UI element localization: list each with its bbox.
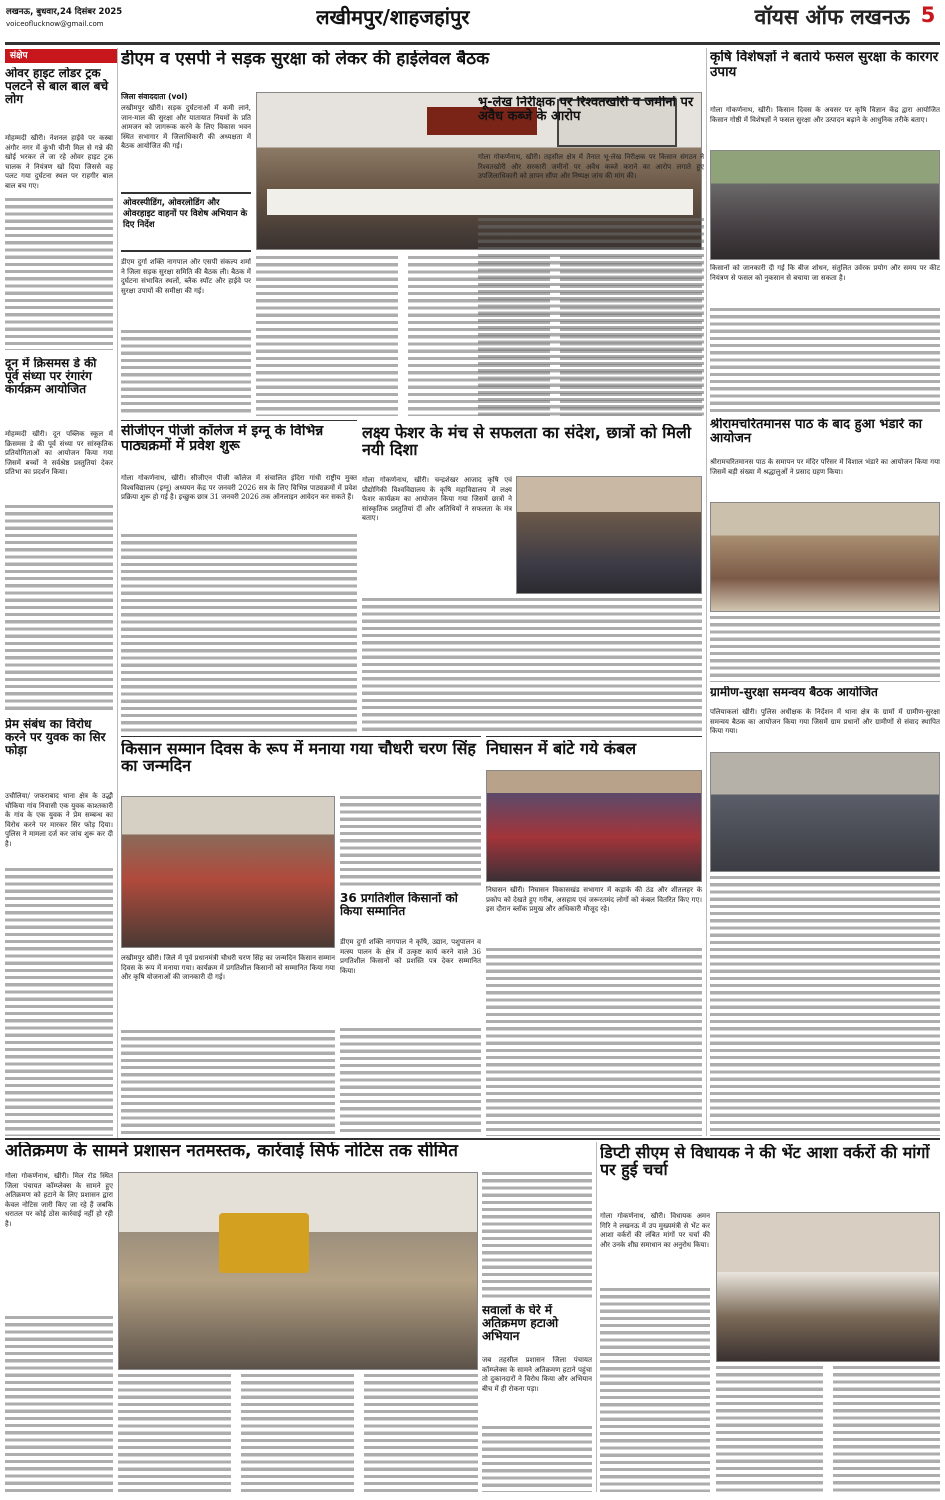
encroachment-continuation xyxy=(5,1316,113,1492)
fair-continuation xyxy=(362,598,702,732)
land-headline: भू-लेख निरीक्षक पर रिश्वतखोरी व जमीनों पर अवैध कब्जे के आरोप xyxy=(478,96,694,125)
lead-callout-text: ओवरस्पीडिंग, ओवरलोडिंग और ओवरहाइट वाहनों पर विशेष अभियान के दिए निर्देश xyxy=(123,198,248,230)
lead-headline: डीएम व एसपी ने सड़क सुरक्षा को लेकर की हाईलेवल बैठक xyxy=(121,50,490,69)
deputy-text: गोला गोकर्णनाथ, खीरी। विधायक अमन गिरि ने लखनऊ में उप मुख्यमंत्री से भेंट कर आशा वर्करों की लंबित मांगों पर चर्चा की और उनके शीघ्र समाधान का अनुरोध किया। xyxy=(600,1212,710,1249)
ramayan-headline: श्रीरामचरितमानस पाठ के बाद हुआ भंडारे का आयोजन xyxy=(710,418,922,447)
kisan-continuation-3 xyxy=(340,1028,481,1136)
security-continuation xyxy=(710,876,940,1136)
agri-text-2: किसानों को जानकारी दी गई कि बीज शोधन, संतुलित उर्वरक प्रयोग और समय पर कीट नियंत्रण से फसल को नुकसान से बचाया जा सकता है। xyxy=(710,264,940,282)
ramayan-continuation xyxy=(710,616,940,682)
encroachment-headline: अतिक्रमण के सामने प्रशासन नतमस्तक, कार्रवाई सिर्फ नोटिस तक सीमित xyxy=(5,1142,458,1161)
agri-seminar-photo xyxy=(710,150,940,260)
bottom-rule xyxy=(5,1138,940,1140)
blanket-distribution-photo xyxy=(486,770,702,882)
kisan-rule xyxy=(121,736,481,737)
page-number: 5 xyxy=(920,3,936,27)
lead-text: लखीमपुर खीरी। सड़क दुर्घटनाओं में कमी लाने, जान-माल की सुरक्षा और यातायात नियमों के प्रति आमजन को जागरूक करने के लिए विकास भवन स्थित सभागार में जिलाधिकारी की अध्यक्षता में बैठक आयोजित की गई। xyxy=(121,104,251,150)
blanket-continuation xyxy=(486,948,702,1136)
brand-logo: वॉयस ऑफ लखनऊ xyxy=(754,5,910,29)
ramayan-text: श्रीरामचरितमानस पाठ के समापन पर मंदिर परिसर में विशाल भंडारे का आयोजन किया गया जिसमें बड़ी संख्या में श्रद्धालुओं ने प्रसाद ग्रहण किया। xyxy=(710,458,940,476)
encroachment-subtext: जब तहसील प्रशासन जिला पंचायत कॉम्प्लेक्स के सामने अतिक्रमण हटाने पहुंचा तो दुकानदारों ने विरोध किया और अभियान बीच में ही रोकना पड़ा। xyxy=(482,1356,592,1393)
fair-group-photo xyxy=(516,476,702,594)
masthead-rule xyxy=(5,42,940,45)
encroachment-col-5-end xyxy=(482,1426,592,1492)
encroachment-text: गोला गोकर्णनाथ, खीरी। मिल रोड स्थित जिला पंचायत कॉम्प्लेक्स के सामने हुए अतिक्रमण को हटाने के लिए प्रशासन द्वारा केवल नोटिस जारी किए जा रहे हैं जबकि धरातल पर कोई ठोस कार्रवाई नहीं हो रही है। xyxy=(5,1172,113,1228)
kisan-ceremony-photo xyxy=(121,796,335,948)
section-title: लखीमपुर/शाहजहांपुर xyxy=(316,5,470,29)
kisan-subheadline: 36 प्रगतिशील किसानों को किया सम्मानित xyxy=(340,892,458,918)
blanket-rule xyxy=(486,736,702,737)
ignou-continuation xyxy=(121,534,357,732)
email: voiceoflucknow@gmail.com xyxy=(6,20,104,28)
brief-1-text: मोहम्मदी खीरी। नेशनल हाईवे पर कस्बा अंगौर नगर में कुंभी चीनी मिल से गन्ने की खोई भरकर ले जा रहे ओवर हाइट ट्रक चालक ने नियंत्रण खो दिया जिससे वह पलट गया दुर्घटना स्थल पर राहगीर बाल बाल बच गए। xyxy=(5,134,113,190)
agri-continuation xyxy=(710,308,940,414)
agri-text: गोला गोकर्णनाथ, खीरी। किसान दिवस के अवसर पर कृषि विज्ञान केंद्र द्वारा आयोजित किसान गोष्ठी में विशेषज्ञों ने फसल सुरक्षा और उत्पादन बढ़ाने के आधुनिक तरीके बताए। xyxy=(710,106,940,124)
ignou-rule xyxy=(121,420,357,421)
brief-2-text: मोहम्मदी खीरी। दून पब्लिक स्कूल में क्रिसमस डे की पूर्व संध्या पर सांस्कृतिक प्रतियोगिताओं का आयोजन किया गया जिसमें बच्चों ने सर्वश्रेष्ठ प्रस्तुतियां देकर प्रतिभा का प्रदर्शन किया। xyxy=(5,430,113,476)
dateline: लखनऊ, बुधवार,24 दिसंबर 2025 xyxy=(6,7,123,17)
section-tag: संक्षेप xyxy=(5,49,118,63)
ignou-text: गोला गोकर्णनाथ, खीरी। सीजीएन पीजी कॉलेज में संचालित इंदिरा गांधी राष्ट्रीय मुक्त विश्वविद्यालय (इग्नू) अध्ययन केंद्र पर जनवरी 2026 सत्र के लिए विभिन्न पाठ्यक्रमों में प्रवेश प्रक्रिया शुरू हो गई है। इच्छुक छात्र 31 जनवरी 2026 तक ऑनलाइन आवेदन कर सकते हैं। xyxy=(121,474,357,501)
deputy-meeting-photo xyxy=(716,1212,940,1362)
agri-headline: कृषि विशेषज्ञों ने बताये फसल सुरक्षा के कारगर उपाय xyxy=(710,50,939,80)
brief-2-continuation xyxy=(5,505,113,712)
ramayan-bhandara-photo xyxy=(710,502,940,612)
deputy-columns xyxy=(716,1366,940,1492)
security-headline: ग्रामीण-सुरक्षा समन्वय बैठक आयोजित xyxy=(710,686,878,699)
kisan-subtext: डीएम दुर्गा शक्ति नागपाल ने कृषि, उद्यान, पशुपालन व मत्स्य पालन के क्षेत्र में उत्कृष्ट कार्य करने वाले 36 प्रगतिशील किसानों को प्रशस्ति पत्र देकर सम्मानित किया। xyxy=(340,938,481,975)
brief-3-headline: प्रेम संबंध का विरोध करने पर युवक का सिर फोड़ा xyxy=(5,718,106,757)
fair-text: गोला गोकर्णनाथ, खीरी। चन्द्रशेखर आजाद कृषि एवं प्रौद्योगिकी विश्वविद्यालय के कृषि महाविद्यालय में लक्ष्य फेशर कार्यक्रम का आयोजन किया गया जिसमें छात्रों ने सांस्कृतिक प्रस्तुतियां दीं और अतिथियों ने सफलता के मंत्र बताए। xyxy=(362,476,512,522)
brief-1-headline: ओवर हाइट लोडर ट्रक पलटने से बाल बाल बचे लोग xyxy=(5,67,109,106)
security-text: पलियाकलां खीरी। पुलिस अधीक्षक के निर्देशन में थाना क्षेत्र के ग्रामों में ग्रामीण-सुरक्षा समन्वय बैठक का आयोजन किया गया जिसमें ग्राम प्रधानों और ग्रामीणों से संवाद स्थापित किया गया। xyxy=(710,708,940,735)
lead-continuation xyxy=(121,330,251,416)
brief-2-headline: दून में क्रिसमस डे की पूर्व संध्या पर रंगारंग कार्यक्रम आयोजित xyxy=(5,357,97,396)
kisan-headline: किसान सम्मान दिवस के रूप में मनाया गया चौधरी चरण सिंह का जन्मदिन xyxy=(121,740,476,776)
deputy-continuation xyxy=(600,1288,710,1492)
encroachment-photo xyxy=(118,1172,478,1370)
brief-1-continuation xyxy=(5,198,113,350)
blanket-text: निघासन खीरी। निघासन विकासखंड सभागार में कड़ाके की ठंड और शीतलहर के प्रकोप को देखते हुए गरीब, असहाय एवं जरूरतमंद लोगों को कंबल वितरित किए गए। इस दौरान ब्लॉक प्रमुख और अधिकारी मौजूद रहे। xyxy=(486,886,702,913)
lead-text-2: डीएम दुर्गा शक्ति नागपाल और एसपी संकल्प शर्मा ने जिला सड़क सुरक्षा समिति की बैठक ली। बैठक में दुर्घटना संभावित स्थलों, ब्लैक स्पॉट और हाईवे पर सुरक्षा उपायों की समीक्षा की गई। xyxy=(121,258,251,295)
bulldozer-shape xyxy=(219,1213,309,1273)
column-rule xyxy=(117,48,118,1138)
land-text: गोला गोकर्णनाथ, खीरी। तहसील क्षेत्र में तैनात भू-लेख निरीक्षक पर किसान संगठन ने रिश्वतखोरी और सरकारी जमीनों पर अवैध कब्जे कराने का आरोप लगाते हुए उपजिलाधिकारी को ज्ञापन सौंपा और निष्पक्ष जांच की मांग की। xyxy=(478,153,704,180)
kisan-text: लखीमपुर खीरी। जिले में पूर्व प्रधानमंत्री चौधरी चरण सिंह का जन्मदिन किसान सम्मान दिवस के रूप में मनाया गया। कार्यक्रम में प्रगतिशील किसानों को सम्मानित किया गया और कृषि योजनाओं की जानकारी दी गई। xyxy=(121,954,335,981)
lead-byline: जिला संवाददाता (vol) xyxy=(121,92,188,101)
kisan-continuation xyxy=(121,1030,335,1136)
column-rule-right xyxy=(706,48,707,1136)
land-continuation xyxy=(478,218,704,416)
security-meeting-photo xyxy=(710,752,940,872)
blanket-headline: निघासन में बांटे गये कंबल xyxy=(486,740,637,758)
ignou-headline: सीजीएन पीजी कॉलेज में इग्नू के विभिन्न पाठ्यक्रमों में प्रवेश शुरू xyxy=(121,424,324,455)
lead-callout xyxy=(121,192,251,252)
bottom-column-rule xyxy=(596,1142,597,1492)
fair-headline: लक्ष्य फेशर के मंच से सफलता का संदेश, छात्रों को मिली नयी दिशा xyxy=(362,424,691,460)
deputy-headline: डिप्टी सीएम से विधायक ने की भेंट आशा वर्करों की मांगों पर हुई चर्चा xyxy=(600,1144,930,1180)
encroachment-columns xyxy=(118,1374,478,1492)
encroachment-col-5 xyxy=(482,1172,592,1300)
masthead xyxy=(0,0,945,46)
encroachment-subheadline: सवालों के घेरे में अतिक्रमण हटाओ अभियान xyxy=(482,1304,559,1343)
brief-3-text: उचौलिया/ जफराबाद थाना क्षेत्र के उद्धौ चौकिया गांव निवासी एक युवक काश्तकारी के गांव के एक युवक ने प्रेम सम्बन्ध का विरोध करने पर मारकर सिर फोड़ दिया। पुलिस ने मामला दर्ज कर जांच शुरू कर दी है। xyxy=(5,792,113,848)
brief-3-continuation xyxy=(5,868,113,1136)
kisan-continuation-2 xyxy=(340,796,481,886)
